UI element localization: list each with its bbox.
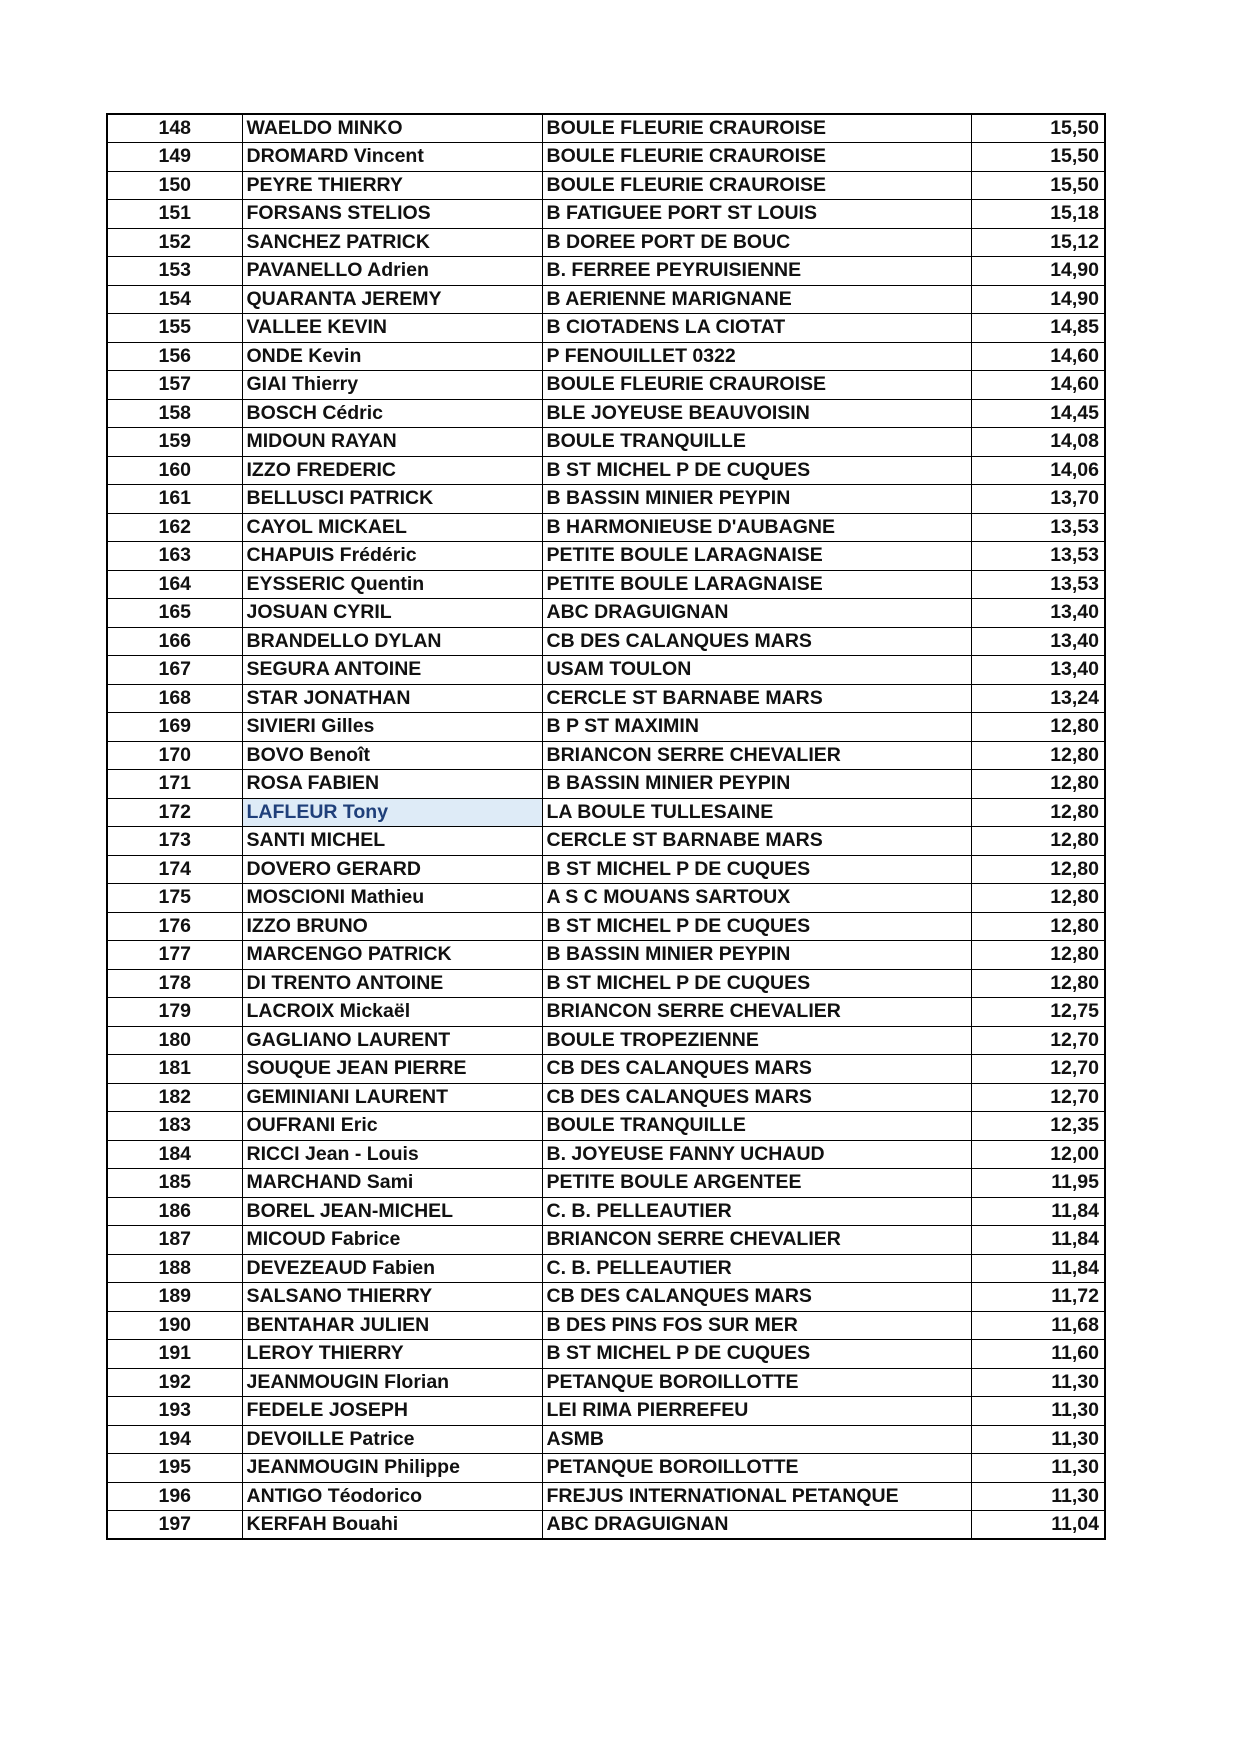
rank-cell[interactable]: 173 — [107, 827, 242, 856]
rank-cell[interactable]: 179 — [107, 998, 242, 1027]
name-cell[interactable]: BRANDELLO DYLAN — [242, 627, 542, 656]
rank-cell[interactable]: 168 — [107, 684, 242, 713]
score-cell[interactable]: 14,85 — [971, 314, 1105, 343]
name-cell[interactable]: EYSSERIC Quentin — [242, 570, 542, 599]
score-cell[interactable]: 11,30 — [971, 1454, 1105, 1483]
table-row — [107, 1511, 1105, 1540]
name-cell[interactable]: LAFLEUR Tony — [242, 798, 542, 827]
rank-cell[interactable]: 195 — [107, 1454, 242, 1483]
club-cell[interactable]: B BASSIN MINIER PEYPIN — [542, 485, 971, 514]
name-cell[interactable]: JEANMOUGIN Philippe — [242, 1454, 542, 1483]
rank-cell[interactable]: 160 — [107, 456, 242, 485]
table-row — [107, 969, 1105, 998]
name-cell[interactable]: MICOUD Fabrice — [242, 1226, 542, 1255]
table-row — [107, 1112, 1105, 1141]
table-row — [107, 456, 1105, 485]
table-row — [107, 342, 1105, 371]
rank-cell[interactable]: 151 — [107, 200, 242, 229]
table-row — [107, 257, 1105, 286]
rank-cell[interactable]: 163 — [107, 542, 242, 571]
score-cell[interactable]: 15,50 — [971, 171, 1105, 200]
club-cell[interactable]: ABC DRAGUIGNAN — [542, 599, 971, 628]
score-cell[interactable]: 14,90 — [971, 285, 1105, 314]
rank-cell[interactable]: 189 — [107, 1283, 242, 1312]
rank-cell[interactable]: 148 — [107, 114, 242, 143]
rank-cell[interactable]: 192 — [107, 1368, 242, 1397]
name-cell[interactable]: PAVANELLO Adrien — [242, 257, 542, 286]
score-cell[interactable]: 14,06 — [971, 456, 1105, 485]
rank-cell[interactable]: 170 — [107, 741, 242, 770]
score-cell[interactable]: 14,45 — [971, 399, 1105, 428]
rank-cell[interactable]: 158 — [107, 399, 242, 428]
name-cell[interactable]: FEDELE JOSEPH — [242, 1397, 542, 1426]
rank-cell[interactable]: 154 — [107, 285, 242, 314]
score-cell[interactable]: 14,60 — [971, 371, 1105, 400]
club-cell[interactable]: BOULE FLEURIE CRAUROISE — [542, 143, 971, 172]
table-row — [107, 428, 1105, 457]
club-cell[interactable]: ABC DRAGUIGNAN — [542, 1511, 971, 1540]
rank-cell[interactable]: 153 — [107, 257, 242, 286]
name-cell[interactable]: SALSANO THIERRY — [242, 1283, 542, 1312]
club-cell[interactable]: BOULE FLEURIE CRAUROISE — [542, 371, 971, 400]
table-row — [107, 741, 1105, 770]
rank-cell[interactable]: 180 — [107, 1026, 242, 1055]
score-cell[interactable]: 11,04 — [971, 1511, 1105, 1540]
table-row — [107, 1311, 1105, 1340]
table-row — [107, 1140, 1105, 1169]
score-cell[interactable]: 11,30 — [971, 1397, 1105, 1426]
score-cell[interactable]: 14,90 — [971, 257, 1105, 286]
table-row — [107, 855, 1105, 884]
club-cell[interactable]: BRIANCON SERRE CHEVALIER — [542, 741, 971, 770]
ranking-table-body — [107, 114, 1105, 1539]
rank-cell[interactable]: 186 — [107, 1197, 242, 1226]
rank-cell[interactable]: 174 — [107, 855, 242, 884]
club-cell[interactable]: PETANQUE BOROILLOTTE — [542, 1368, 971, 1397]
name-cell[interactable]: ONDE Kevin — [242, 342, 542, 371]
club-cell[interactable]: B ST MICHEL P DE CUQUES — [542, 912, 971, 941]
score-cell[interactable]: 12,80 — [971, 884, 1105, 913]
name-cell[interactable]: MARCHAND Sami — [242, 1169, 542, 1198]
table-row — [107, 912, 1105, 941]
rank-cell[interactable]: 175 — [107, 884, 242, 913]
table-row — [107, 627, 1105, 656]
club-cell[interactable]: USAM TOULON — [542, 656, 971, 685]
score-cell[interactable]: 13,40 — [971, 656, 1105, 685]
name-cell[interactable]: DEVOILLE Patrice — [242, 1425, 542, 1454]
table-row — [107, 1055, 1105, 1084]
club-cell[interactable]: BOULE TROPEZIENNE — [542, 1026, 971, 1055]
table-row — [107, 114, 1105, 143]
name-cell[interactable]: SIVIERI Gilles — [242, 713, 542, 742]
name-cell[interactable]: DI TRENTO ANTOINE — [242, 969, 542, 998]
score-cell[interactable]: 11,30 — [971, 1368, 1105, 1397]
rank-cell[interactable]: 190 — [107, 1311, 242, 1340]
club-cell[interactable]: B AERIENNE MARIGNANE — [542, 285, 971, 314]
table-row — [107, 371, 1105, 400]
table-row — [107, 798, 1105, 827]
name-cell[interactable]: FORSANS STELIOS — [242, 200, 542, 229]
club-cell[interactable]: B. JOYEUSE FANNY UCHAUD — [542, 1140, 971, 1169]
club-cell[interactable]: B CIOTADENS LA CIOTAT — [542, 314, 971, 343]
score-cell[interactable]: 12,35 — [971, 1112, 1105, 1141]
table-row — [107, 485, 1105, 514]
score-cell[interactable]: 13,40 — [971, 599, 1105, 628]
rank-cell[interactable]: 164 — [107, 570, 242, 599]
name-cell[interactable]: BELLUSCI PATRICK — [242, 485, 542, 514]
rank-cell[interactable]: 172 — [107, 798, 242, 827]
club-cell[interactable]: B FATIGUEE PORT ST LOUIS — [542, 200, 971, 229]
rank-cell[interactable]: 191 — [107, 1340, 242, 1369]
rank-cell[interactable]: 149 — [107, 143, 242, 172]
score-cell[interactable]: 11,84 — [971, 1226, 1105, 1255]
score-cell[interactable]: 13,70 — [971, 485, 1105, 514]
rank-cell[interactable]: 196 — [107, 1482, 242, 1511]
club-cell[interactable]: B BASSIN MINIER PEYPIN — [542, 941, 971, 970]
table-row — [107, 513, 1105, 542]
name-cell[interactable]: BOSCH Cédric — [242, 399, 542, 428]
club-cell[interactable]: PETANQUE BOROILLOTTE — [542, 1454, 971, 1483]
name-cell[interactable]: JEANMOUGIN Florian — [242, 1368, 542, 1397]
score-cell[interactable]: 12,80 — [971, 827, 1105, 856]
score-cell[interactable]: 12,75 — [971, 998, 1105, 1027]
club-cell[interactable]: B P ST MAXIMIN — [542, 713, 971, 742]
table-row — [107, 228, 1105, 257]
table-row — [107, 570, 1105, 599]
table-row — [107, 1397, 1105, 1426]
table-row — [107, 314, 1105, 343]
score-cell[interactable]: 14,08 — [971, 428, 1105, 457]
rank-cell[interactable]: 181 — [107, 1055, 242, 1084]
score-cell[interactable]: 11,72 — [971, 1283, 1105, 1312]
club-cell[interactable]: B HARMONIEUSE D'AUBAGNE — [542, 513, 971, 542]
name-cell[interactable]: ANTIGO Téodorico — [242, 1482, 542, 1511]
name-cell[interactable]: DEVEZEAUD Fabien — [242, 1254, 542, 1283]
club-cell[interactable]: B ST MICHEL P DE CUQUES — [542, 969, 971, 998]
club-cell[interactable]: CB DES CALANQUES MARS — [542, 1055, 971, 1084]
club-cell[interactable]: BOULE TRANQUILLE — [542, 1112, 971, 1141]
table-row — [107, 684, 1105, 713]
club-cell[interactable]: B ST MICHEL P DE CUQUES — [542, 456, 971, 485]
rank-cell[interactable]: 183 — [107, 1112, 242, 1141]
score-cell[interactable]: 12,00 — [971, 1140, 1105, 1169]
score-cell[interactable]: 12,80 — [971, 741, 1105, 770]
table-row — [107, 542, 1105, 571]
name-cell[interactable]: ROSA FABIEN — [242, 770, 542, 799]
name-cell[interactable]: PEYRE THIERRY — [242, 171, 542, 200]
name-cell[interactable]: CAYOL MICKAEL — [242, 513, 542, 542]
score-cell[interactable]: 12,80 — [971, 798, 1105, 827]
name-cell[interactable]: LEROY THIERRY — [242, 1340, 542, 1369]
table-row — [107, 941, 1105, 970]
club-cell[interactable]: B ST MICHEL P DE CUQUES — [542, 855, 971, 884]
ranking-table — [106, 113, 1106, 1540]
name-cell[interactable]: MOSCIONI Mathieu — [242, 884, 542, 913]
name-cell[interactable]: KERFAH Bouahi — [242, 1511, 542, 1540]
club-cell[interactable]: LA BOULE TULLESAINE — [542, 798, 971, 827]
score-cell[interactable]: 13,53 — [971, 570, 1105, 599]
score-cell[interactable]: 12,70 — [971, 1026, 1105, 1055]
table-row — [107, 1083, 1105, 1112]
rank-cell[interactable]: 156 — [107, 342, 242, 371]
table-row — [107, 1283, 1105, 1312]
table-row — [107, 285, 1105, 314]
name-cell[interactable]: GEMINIANI LAURENT — [242, 1083, 542, 1112]
score-cell[interactable]: 12,80 — [971, 770, 1105, 799]
name-cell[interactable]: SEGURA ANTOINE — [242, 656, 542, 685]
rank-cell[interactable]: 167 — [107, 656, 242, 685]
rank-cell[interactable]: 178 — [107, 969, 242, 998]
club-cell[interactable]: B DOREE PORT DE BOUC — [542, 228, 971, 257]
club-cell[interactable]: BOULE FLEURIE CRAUROISE — [542, 114, 971, 143]
score-cell[interactable]: 12,70 — [971, 1083, 1105, 1112]
name-cell[interactable]: DOVERO GERARD — [242, 855, 542, 884]
rank-cell[interactable]: 188 — [107, 1254, 242, 1283]
name-cell[interactable]: DROMARD Vincent — [242, 143, 542, 172]
score-cell[interactable]: 12,80 — [971, 941, 1105, 970]
table-row — [107, 1340, 1105, 1369]
name-cell[interactable]: JOSUAN CYRIL — [242, 599, 542, 628]
club-cell[interactable]: PETITE BOULE LARAGNAISE — [542, 542, 971, 571]
club-cell[interactable]: B BASSIN MINIER PEYPIN — [542, 770, 971, 799]
table-row — [107, 399, 1105, 428]
name-cell[interactable]: CHAPUIS Frédéric — [242, 542, 542, 571]
table-row — [107, 1226, 1105, 1255]
club-cell[interactable]: BOULE TRANQUILLE — [542, 428, 971, 457]
table-row — [107, 143, 1105, 172]
name-cell[interactable]: RICCI Jean - Louis — [242, 1140, 542, 1169]
score-cell[interactable]: 12,70 — [971, 1055, 1105, 1084]
rank-cell[interactable]: 184 — [107, 1140, 242, 1169]
rank-cell[interactable]: 165 — [107, 599, 242, 628]
name-cell[interactable]: BOREL JEAN-MICHEL — [242, 1197, 542, 1226]
club-cell[interactable]: CB DES CALANQUES MARS — [542, 1283, 971, 1312]
score-cell[interactable]: 15,12 — [971, 228, 1105, 257]
rank-cell[interactable]: 193 — [107, 1397, 242, 1426]
rank-cell[interactable]: 177 — [107, 941, 242, 970]
club-cell[interactable]: BLE JOYEUSE BEAUVOISIN — [542, 399, 971, 428]
score-cell[interactable]: 11,84 — [971, 1254, 1105, 1283]
name-cell[interactable]: STAR JONATHAN — [242, 684, 542, 713]
score-cell[interactable]: 14,60 — [971, 342, 1105, 371]
club-cell[interactable]: C. B. PELLEAUTIER — [542, 1254, 971, 1283]
score-cell[interactable]: 11,84 — [971, 1197, 1105, 1226]
rank-cell[interactable]: 157 — [107, 371, 242, 400]
club-cell[interactable]: C. B. PELLEAUTIER — [542, 1197, 971, 1226]
rank-cell[interactable]: 182 — [107, 1083, 242, 1112]
score-cell[interactable]: 12,80 — [971, 969, 1105, 998]
club-cell[interactable]: FREJUS INTERNATIONAL PETANQUE — [542, 1482, 971, 1511]
club-cell[interactable]: BOULE FLEURIE CRAUROISE — [542, 171, 971, 200]
rank-cell[interactable]: 166 — [107, 627, 242, 656]
score-cell[interactable]: 11,60 — [971, 1340, 1105, 1369]
name-cell[interactable]: SOUQUE JEAN PIERRE — [242, 1055, 542, 1084]
rank-cell[interactable]: 159 — [107, 428, 242, 457]
table-row — [107, 171, 1105, 200]
rank-cell[interactable]: 171 — [107, 770, 242, 799]
club-cell[interactable]: B. FERREE PEYRUISIENNE — [542, 257, 971, 286]
club-cell[interactable]: CB DES CALANQUES MARS — [542, 627, 971, 656]
name-cell[interactable]: OUFRANI Eric — [242, 1112, 542, 1141]
rank-cell[interactable]: 150 — [107, 171, 242, 200]
table-row — [107, 998, 1105, 1027]
score-cell[interactable]: 12,80 — [971, 912, 1105, 941]
score-cell[interactable]: 11,68 — [971, 1311, 1105, 1340]
rank-cell[interactable]: 161 — [107, 485, 242, 514]
score-cell[interactable]: 12,80 — [971, 855, 1105, 884]
rank-cell[interactable]: 194 — [107, 1425, 242, 1454]
name-cell[interactable]: MIDOUN RAYAN — [242, 428, 542, 457]
club-cell[interactable]: P FENOUILLET 0322 — [542, 342, 971, 371]
score-cell[interactable]: 11,30 — [971, 1425, 1105, 1454]
table-row — [107, 713, 1105, 742]
rank-cell[interactable]: 187 — [107, 1226, 242, 1255]
table-row — [107, 200, 1105, 229]
score-cell[interactable]: 13,24 — [971, 684, 1105, 713]
club-cell[interactable]: ASMB — [542, 1425, 971, 1454]
club-cell[interactable]: B DES PINS FOS SUR MER — [542, 1311, 971, 1340]
name-cell[interactable]: GAGLIANO LAURENT — [242, 1026, 542, 1055]
club-cell[interactable]: CERCLE ST BARNABE MARS — [542, 684, 971, 713]
club-cell[interactable]: B ST MICHEL P DE CUQUES — [542, 1340, 971, 1369]
name-cell[interactable]: VALLEE KEVIN — [242, 314, 542, 343]
rank-cell[interactable]: 152 — [107, 228, 242, 257]
table-row — [107, 770, 1105, 799]
score-cell[interactable]: 12,80 — [971, 713, 1105, 742]
rank-cell[interactable]: 162 — [107, 513, 242, 542]
score-cell[interactable]: 15,50 — [971, 143, 1105, 172]
table-row — [107, 656, 1105, 685]
rank-cell[interactable]: 169 — [107, 713, 242, 742]
club-cell[interactable]: BRIANCON SERRE CHEVALIER — [542, 1226, 971, 1255]
score-cell[interactable]: 15,18 — [971, 200, 1105, 229]
table-row — [107, 1368, 1105, 1397]
name-cell[interactable]: WAELDO MINKO — [242, 114, 542, 143]
score-cell[interactable]: 15,50 — [971, 114, 1105, 143]
table-row — [107, 1454, 1105, 1483]
name-cell[interactable]: LACROIX Mickaël — [242, 998, 542, 1027]
name-cell[interactable]: QUARANTA JEREMY — [242, 285, 542, 314]
table-row — [107, 884, 1105, 913]
name-cell[interactable]: MARCENGO PATRICK — [242, 941, 542, 970]
name-cell[interactable]: GIAI Thierry — [242, 371, 542, 400]
table-row — [107, 1482, 1105, 1511]
club-cell[interactable]: A S C MOUANS SARTOUX — [542, 884, 971, 913]
club-cell[interactable]: LEI RIMA PIERREFEU — [542, 1397, 971, 1426]
club-cell[interactable]: PETITE BOULE ARGENTEE — [542, 1169, 971, 1198]
rank-cell[interactable]: 185 — [107, 1169, 242, 1198]
name-cell[interactable]: SANTI MICHEL — [242, 827, 542, 856]
table-row — [107, 599, 1105, 628]
table-row — [107, 1026, 1105, 1055]
rank-cell[interactable]: 155 — [107, 314, 242, 343]
rank-cell[interactable]: 176 — [107, 912, 242, 941]
score-cell[interactable]: 13,40 — [971, 627, 1105, 656]
name-cell[interactable]: IZZO FREDERIC — [242, 456, 542, 485]
table-row — [107, 1425, 1105, 1454]
club-cell[interactable]: BRIANCON SERRE CHEVALIER — [542, 998, 971, 1027]
table-row — [107, 1254, 1105, 1283]
rank-cell[interactable]: 197 — [107, 1511, 242, 1540]
score-cell[interactable]: 13,53 — [971, 542, 1105, 571]
name-cell[interactable]: IZZO BRUNO — [242, 912, 542, 941]
name-cell[interactable]: SANCHEZ PATRICK — [242, 228, 542, 257]
club-cell[interactable]: CB DES CALANQUES MARS — [542, 1083, 971, 1112]
score-cell[interactable]: 11,30 — [971, 1482, 1105, 1511]
name-cell[interactable]: BOVO Benoît — [242, 741, 542, 770]
club-cell[interactable]: PETITE BOULE LARAGNAISE — [542, 570, 971, 599]
table-row — [107, 827, 1105, 856]
table-row — [107, 1197, 1105, 1226]
score-cell[interactable]: 11,95 — [971, 1169, 1105, 1198]
table-row — [107, 1169, 1105, 1198]
name-cell[interactable]: BENTAHAR JULIEN — [242, 1311, 542, 1340]
club-cell[interactable]: CERCLE ST BARNABE MARS — [542, 827, 971, 856]
score-cell[interactable]: 13,53 — [971, 513, 1105, 542]
